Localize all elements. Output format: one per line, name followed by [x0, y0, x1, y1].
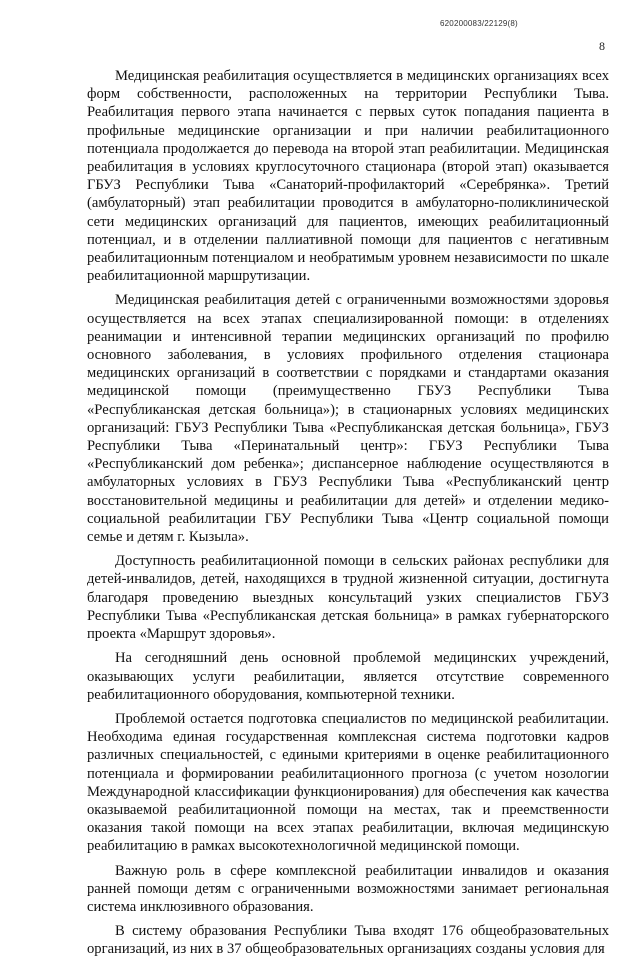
paragraph-inclusive-education: Важную роль в сфере комплексной реабилитации инвалидов и оказания ранней помощи детям с ограниченными возможностями занимает региональная система инклюзивного образования.	[87, 862, 609, 915]
paragraph-education-system: В систему образования Республики Тыва входят 176 общеобразовательных организаций, из них в 37 общеобразовательных организациях созданы условия для	[87, 923, 609, 958]
paragraph-rural-access: Доступность реабилитационной помощи в сельских районах республики для детей-инвалидов, детей, находящихся в трудной жизненной ситуации, достигнута благодаря проведению выездных консультаций узких специалистов ГБУЗ Республики Тыва «Республиканская детская больница» в рамках губернаторского проекта «Маршрут здоровья».	[87, 553, 609, 643]
paragraph-equipment-problem: На сегодняшний день основной проблемой медицинских учреждений, оказывающих услуги реабилитации, является отсутствие современного реабилитационного оборудования, компьютерной техники.	[87, 650, 609, 703]
page-number: 8	[599, 39, 605, 53]
document-id: 620200083/22129(8)	[440, 19, 518, 28]
paragraph-staff-training: Проблемой остается подготовка специалистов по медицинской реабилитации. Необходима единая государственная комплексная система подготовки кадров различных специальностей, с едиными критериями в оценке реабилитационного потенциала и формировании реабилитационного прогноза (с учетом нозологии Международной классификации функционирования) для обеспечения как качества оказываемой реабилитационной помощи на местах, так и преемственности оказания такой помощи на всех этапах реабилитации, включая медицинскую реабилитацию в рамках высокотехнологичной медицинской помощи.	[87, 710, 609, 855]
paragraph-children-rehab: Медицинская реабилитация детей с ограниченными возможностями здоровья осуществляется на всех этапах специализированной помощи: в отделениях реанимации и интенсивной терапии медицинских организаций по профилю основного заболевания, в условиях профильного отделения стационара медицинских организаций в соответствии с порядками и стандартами оказания медицинской помощи (преимущественно ГБУЗ Республики Тыва «Республиканская детская больница»); в стационарных условиях медицинских организаций: ГБУЗ Республики Тыва «Республиканская детская больница», ГБУЗ Республики Тыва «Перинатальный центр»: ГБУЗ Республики Тыва «Республиканский дом ребенка»; диспансерное наблюдение осуществляются в амбулаторных условиях в ГБУЗ Республики Тыва «Республиканский центр восстановительной медицины и реабилитации для детей» и отделении медико-социальной реабилитации ГБУ Республики Тыва «Центр социальной помощи семье и детям г. Кызыла».	[87, 292, 609, 546]
document-body	[87, 67, 609, 959]
paragraph-rehab-organizations: Медицинская реабилитация осуществляется в медицинских организациях всех форм собственности, расположенных на территории Республики Тыва. Реабилитация первого этапа начинается с первых суток попадания пациента в профильные медицинские организации и при наличии реабилитационного потенциала продолжается до перевода на второй этап реабилитации. Медицинская реабилитация в условиях круглосуточного стационара (второй этап) оказывается ГБУЗ Республики Тыва «Санаторий-профилакторий «Серебрянка». Третий (амбулаторный) этап реабилитации проводится в амбулаторно-поликлинической сети медицинских организаций для пациентов, имеющих реабилитационный потенциал, и в отделении паллиативной помощи для пациентов с негативным реабилитационным потенциалом и необратимым уровнем независимости по шкале реабилитационной маршрутизации.	[87, 68, 609, 285]
